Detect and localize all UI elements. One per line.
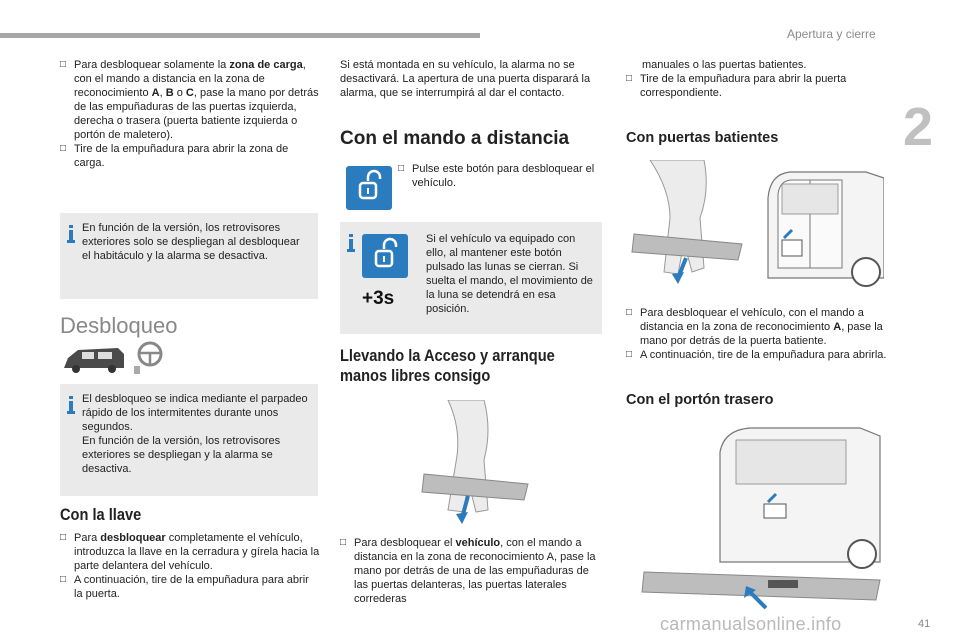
hand-handle-icon (418, 400, 534, 530)
info-icon (67, 396, 75, 414)
header-rule (0, 33, 480, 38)
list-item-text: Tire de la empuñadura para abrir la zona de carga. (74, 143, 289, 169)
col1-llave-bullets (60, 531, 320, 601)
page-number: 41 (918, 618, 931, 630)
list-item-text: Para desbloquear el vehículo, con el mando a distancia en la zona de reconocimiento A, pase la mano por detrás de la puerta batiente. (640, 307, 883, 347)
list-item-text: A continuación, tire de la empuñadura para abrirla. (640, 349, 887, 361)
list-item (626, 306, 888, 348)
list-item (60, 142, 320, 170)
list-item (60, 573, 320, 601)
list-item (340, 536, 602, 606)
unlock-icon (362, 234, 408, 278)
list-item (626, 72, 888, 100)
list-item-text: A continuación, tire de la empuñadura para abrir la puerta. (74, 574, 309, 600)
info-box (60, 213, 318, 299)
info-text: En función de la versión, los retrovisores exteriores solo se despliegan al desbloquear el habitáculo y la alarma se desactiva. (82, 222, 300, 262)
bullet-icon: □ (60, 59, 67, 70)
list-item (60, 531, 320, 573)
info-text: El desbloqueo se indica mediante el parpadeo rápido de los intermitentes durante unos segundos. (82, 393, 308, 433)
chapter-number: 2 (903, 97, 934, 157)
intro-text: Si está montada en su vehículo, la alarma no se desactivará. La apertura de una puerta disparará la alarma, que se interrumpirá al dar el contacto. (340, 59, 591, 99)
col1-bullets (60, 58, 320, 170)
unlock-icon (346, 166, 392, 210)
section-title: Apertura y cierre (787, 27, 876, 41)
rear-doors-illustration (766, 168, 884, 298)
heading-batientes: Con puertas batientes (626, 130, 779, 146)
bullet-icon: □ (60, 574, 67, 585)
watermark: carmanualsonline.info (660, 614, 842, 634)
three-seconds-label: +3s (362, 288, 395, 309)
steering-wheel-icon (132, 340, 172, 376)
list-item-text: Para desbloquear el vehículo, con el mando a distancia en la zona de reconocimiento A, pase la mano por detrás de una de las empuñaduras de las puertas delanteras, las puertas laterales correderas (354, 537, 596, 605)
info-text: En función de la versión, los retrovisores exteriores se despliegan y la alarma se desactiva. (82, 435, 281, 475)
bullet-icon: □ (626, 307, 633, 318)
info-box (60, 384, 318, 496)
list-item-text: Pulse este botón para desbloquear el vehículo. (412, 163, 595, 189)
list-item (626, 348, 888, 362)
list-item-text: Para desbloquear completamente el vehículo, introduzca la llave en la cerradura y gírela hacia la parte delantera del vehículo. (74, 532, 320, 572)
col3-batientes-bullets (626, 306, 888, 362)
bullet-icon: □ (60, 143, 67, 154)
bullet-icon: □ (626, 349, 633, 360)
heading-acceso: Llevando la Acceso y arranque manos libres consigo (340, 346, 555, 385)
info-box (340, 222, 602, 334)
list-item-text: Para desbloquear solamente la zona de carga, con el mando a distancia en la zona de reconocimiento A, B o C, pase la mano por detrás de las empuñaduras de las puertas izquierda, derecha o trasera (puerta batiente izquierda o portón de maletero). (74, 59, 319, 141)
tailgate-illustration (640, 422, 886, 614)
bullet-icon: □ (340, 537, 347, 548)
list-item-text: Tire de la empuñadura para abrir la puerta correspondiente. (640, 73, 847, 99)
bullet-icon: □ (398, 163, 405, 174)
heading-mando: Con el mando a distancia (340, 128, 570, 149)
info-icon (347, 234, 355, 252)
bullet-icon: □ (60, 532, 67, 543)
bullet-icon: □ (626, 73, 633, 84)
heading-porton: Con el portón trasero (626, 392, 774, 408)
continuation-text: manuales o las puertas batientes. (642, 59, 807, 71)
heading-desbloqueo: Desbloqueo (60, 313, 178, 338)
list-item (60, 58, 320, 142)
list-item (398, 162, 598, 190)
info-icon (67, 225, 75, 243)
hand-handle-icon (630, 160, 746, 290)
info-text: Si el vehículo va equipado con ello, al mantener este botón pulsado las lunas se cierran. Si suelta el mando, el movimiento de la luna se detendrá en esa posición. (426, 233, 593, 315)
heading-llave: Con la llave (60, 505, 142, 524)
